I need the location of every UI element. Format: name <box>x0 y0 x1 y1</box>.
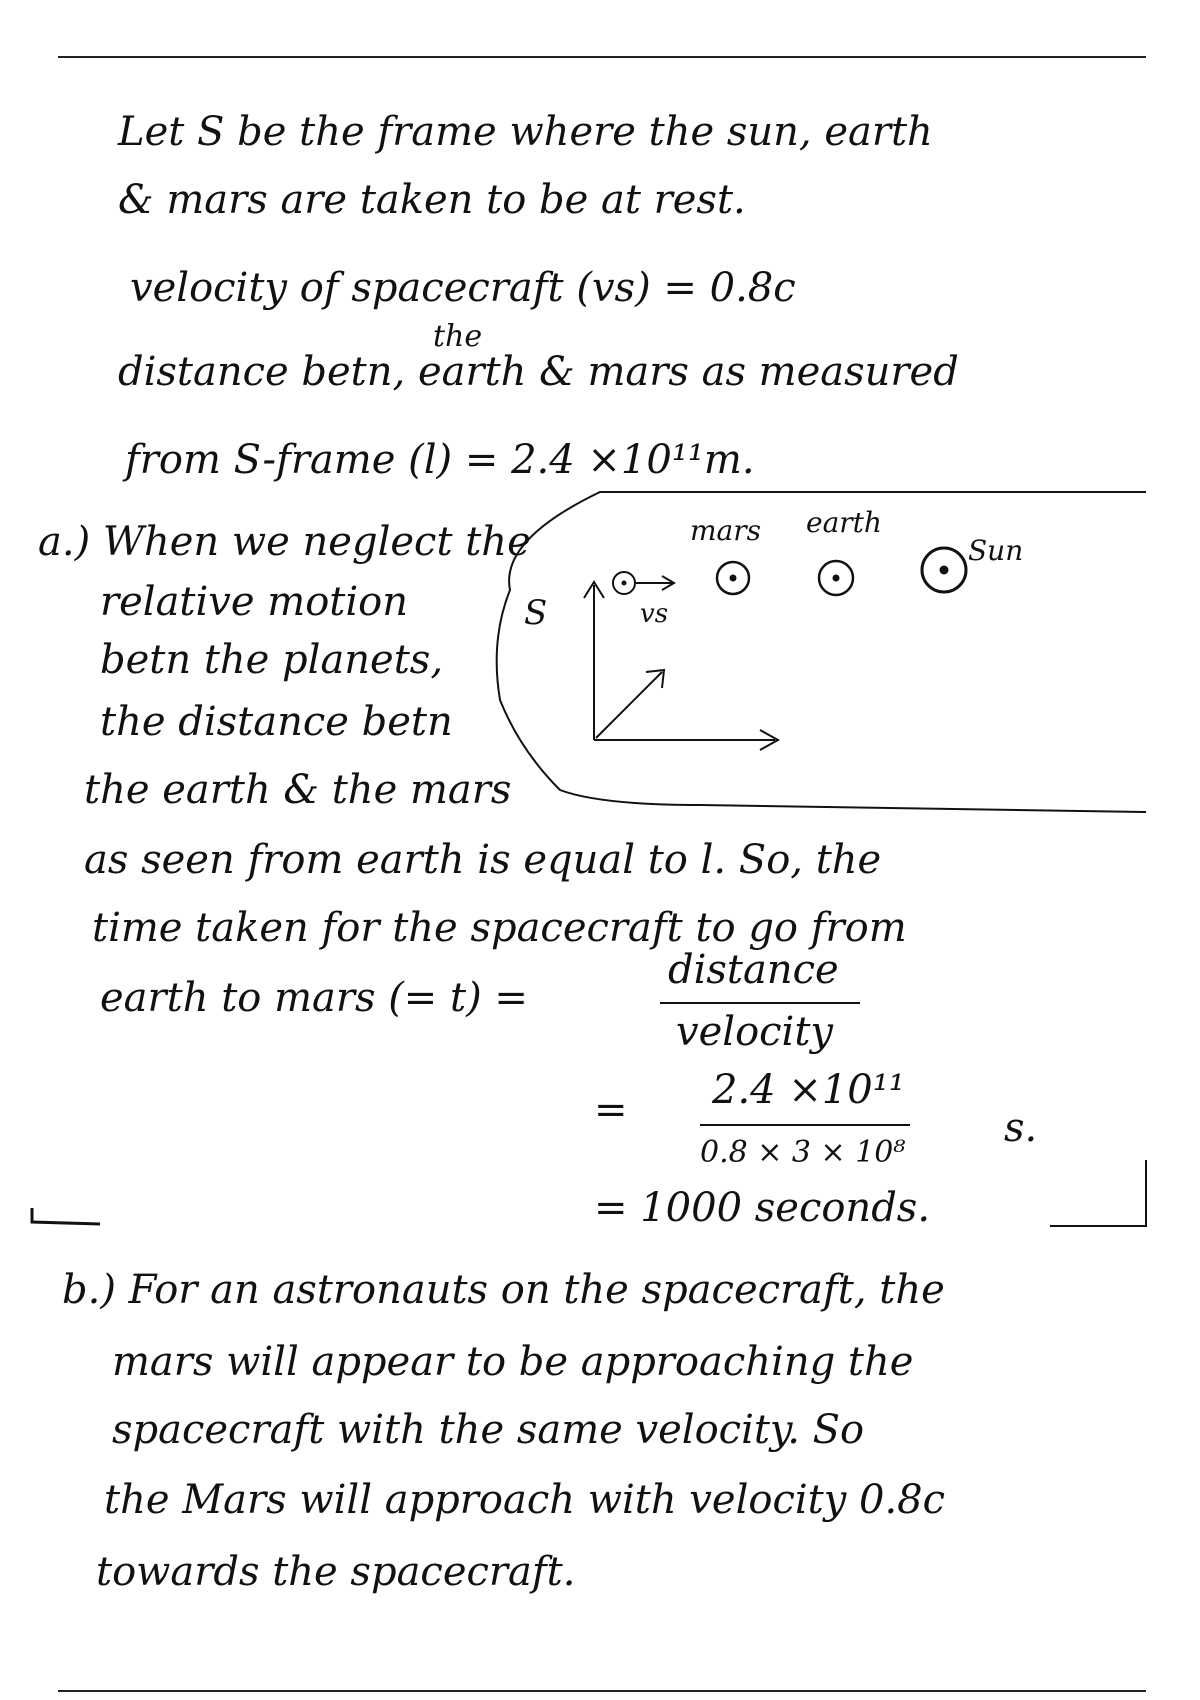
part-a-line-5: the earth & the mars <box>84 767 512 813</box>
sun-icon <box>922 548 966 592</box>
intro-line-1: Let S be the frame where the sun, earth <box>118 109 933 155</box>
intro-insert-the: the <box>433 319 483 354</box>
part-a-line-6: as seen from earth is equal to l. So, the <box>84 837 882 883</box>
intro-line-5: from S-frame (l) = 2.4 ×10¹¹m. <box>125 437 755 483</box>
spacecraft-icon <box>613 572 635 594</box>
frame-label: S <box>524 593 548 633</box>
sun-label: Sun <box>968 534 1024 567</box>
mars-icon <box>717 562 749 594</box>
intro-line-4: distance betn, earth & mars as measured <box>118 349 959 395</box>
right-corner-mark <box>1050 1160 1146 1226</box>
fraction-1-numerator: distance <box>668 947 839 993</box>
part-a-line-2: relative motion <box>100 579 409 625</box>
mars-label: mars <box>690 514 761 547</box>
part-a-line-8: earth to mars (= t) = <box>100 975 528 1021</box>
part-a-result: = 1000 seconds. <box>594 1185 931 1231</box>
part-b-line-1: b.) For an astronauts on the spacecraft, the <box>62 1267 945 1313</box>
fraction-2-unit: s. <box>1004 1105 1038 1151</box>
part-b-line-4: the Mars will approach with velocity 0.8c <box>104 1477 946 1523</box>
part-a-line-4: the distance betn <box>100 699 453 745</box>
part-a-line-1: a.) When we neglect the <box>38 519 531 565</box>
fraction-1-denominator: velocity <box>676 1009 834 1055</box>
part-a-line-7: time taken for the spacecraft to go from <box>92 905 907 951</box>
fraction-2-denominator: 0.8 × 3 × 10⁸ <box>700 1135 906 1170</box>
part-a-line-3: betn the planets, <box>100 637 444 683</box>
intro-line-3: velocity of spacecraft (vs) = 0.8c <box>130 265 796 311</box>
x-axis-arrowhead <box>760 730 778 750</box>
left-corner-mark <box>32 1208 100 1224</box>
equation-2-sign: = <box>594 1087 628 1133</box>
diagram-boundary <box>497 492 1146 812</box>
z-axis-arrowhead <box>646 670 664 688</box>
velocity-arrowhead <box>662 576 674 590</box>
fraction-1-bar <box>660 1002 860 1004</box>
earth-label: earth <box>806 506 882 539</box>
z-axis <box>596 672 662 738</box>
velocity-label: vs <box>640 599 669 629</box>
part-b-line-2: mars will appear to be approaching the <box>112 1339 914 1385</box>
earth-icon <box>819 561 853 595</box>
bottom-rule <box>58 1690 1146 1692</box>
top-rule <box>58 56 1146 58</box>
part-b-line-5: towards the spacecraft. <box>96 1549 576 1595</box>
fraction-2-bar <box>700 1124 910 1126</box>
intro-line-2: & mars are taken to be at rest. <box>118 177 746 223</box>
y-axis-arrowhead <box>584 582 604 598</box>
fraction-2-numerator: 2.4 ×10¹¹ <box>712 1067 905 1113</box>
part-b-line-3: spacecraft with the same velocity. So <box>112 1407 865 1453</box>
